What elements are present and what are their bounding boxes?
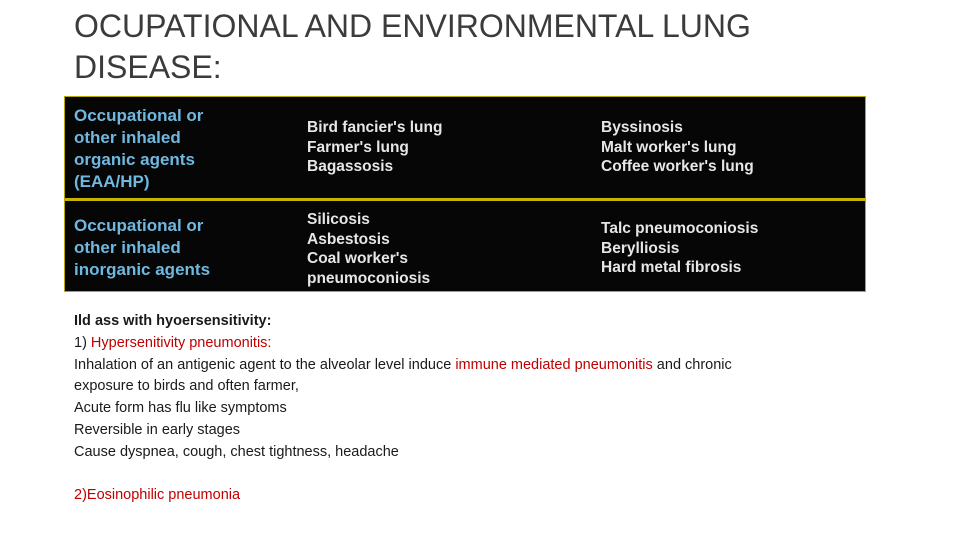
- category-organic: [74, 105, 203, 193]
- category-line: inorganic agents: [74, 260, 211, 279]
- disease-item: Asbestosis: [307, 230, 390, 248]
- category-line: (EAA/HP): [74, 172, 150, 191]
- disease-item: Berylliosis: [601, 239, 680, 257]
- category-line: Occupational or: [74, 216, 204, 235]
- disease-list-organic-2: [601, 118, 754, 177]
- paragraph-line: exposure to birds and often farmer,: [74, 378, 299, 395]
- title-line-2: DISEASE:: [74, 49, 222, 85]
- disease-list-inorganic-2: [601, 219, 758, 278]
- category-line: other inhaled: [74, 128, 181, 147]
- item-1-heading: [74, 333, 914, 355]
- title-line-1: OCUPATIONAL AND ENVIRONMENTAL LUNG: [74, 8, 751, 44]
- category-line: other inhaled: [74, 238, 181, 257]
- disease-item: Coal worker's: [307, 250, 409, 267]
- disease-item: Farmer's lung: [307, 138, 409, 156]
- disease-item: Bagassosis: [307, 158, 394, 175]
- disease-list-inorganic-1: [307, 210, 430, 288]
- item-1-title: Hypersenitivity pneumonitis:: [90, 334, 272, 351]
- paragraph-line: Reversible in early stages: [74, 421, 241, 438]
- disease-item: Hard metal fibrosis: [601, 259, 742, 276]
- disease-item: pneumoconiosis: [307, 269, 431, 287]
- disease-item: Coffee worker's lung: [601, 158, 754, 175]
- section-heading: Ild ass with hyoersensitivity:: [74, 313, 272, 329]
- paragraph-line: [74, 355, 914, 377]
- category-line: Occupational or: [74, 106, 204, 125]
- category-line: organic agents: [74, 150, 195, 169]
- disease-item: Byssinosis: [601, 119, 683, 136]
- slide-title: [74, 6, 874, 88]
- paragraph-text: and chronic: [652, 356, 732, 373]
- table-row-inorganic: [65, 201, 865, 291]
- disease-list-organic-1: [307, 118, 442, 177]
- disease-item: Malt worker's lung: [601, 138, 737, 156]
- lung-disease-table: [64, 96, 866, 292]
- disease-item: Bird fancier's lung: [307, 119, 443, 136]
- spacer: [74, 464, 914, 486]
- table-row-organic: [65, 97, 865, 199]
- disease-item: Silicosis: [307, 211, 370, 228]
- disease-item: Talc pneumoconiosis: [601, 220, 759, 237]
- category-inorganic: [74, 215, 210, 281]
- item-1-number: 1): [74, 334, 91, 351]
- paragraph-line: Acute form has flu like symptoms: [74, 400, 287, 417]
- highlight-text: immune mediated pneumonitis: [455, 356, 653, 373]
- paragraph-text: Inhalation of an antigenic agent to the alveolar level induce: [74, 356, 456, 373]
- slide-body: [74, 311, 914, 507]
- item-2-heading: 2)Eosinophilic pneumonia: [74, 487, 241, 504]
- paragraph-line: Cause dyspnea, cough, chest tightness, headache: [74, 443, 399, 460]
